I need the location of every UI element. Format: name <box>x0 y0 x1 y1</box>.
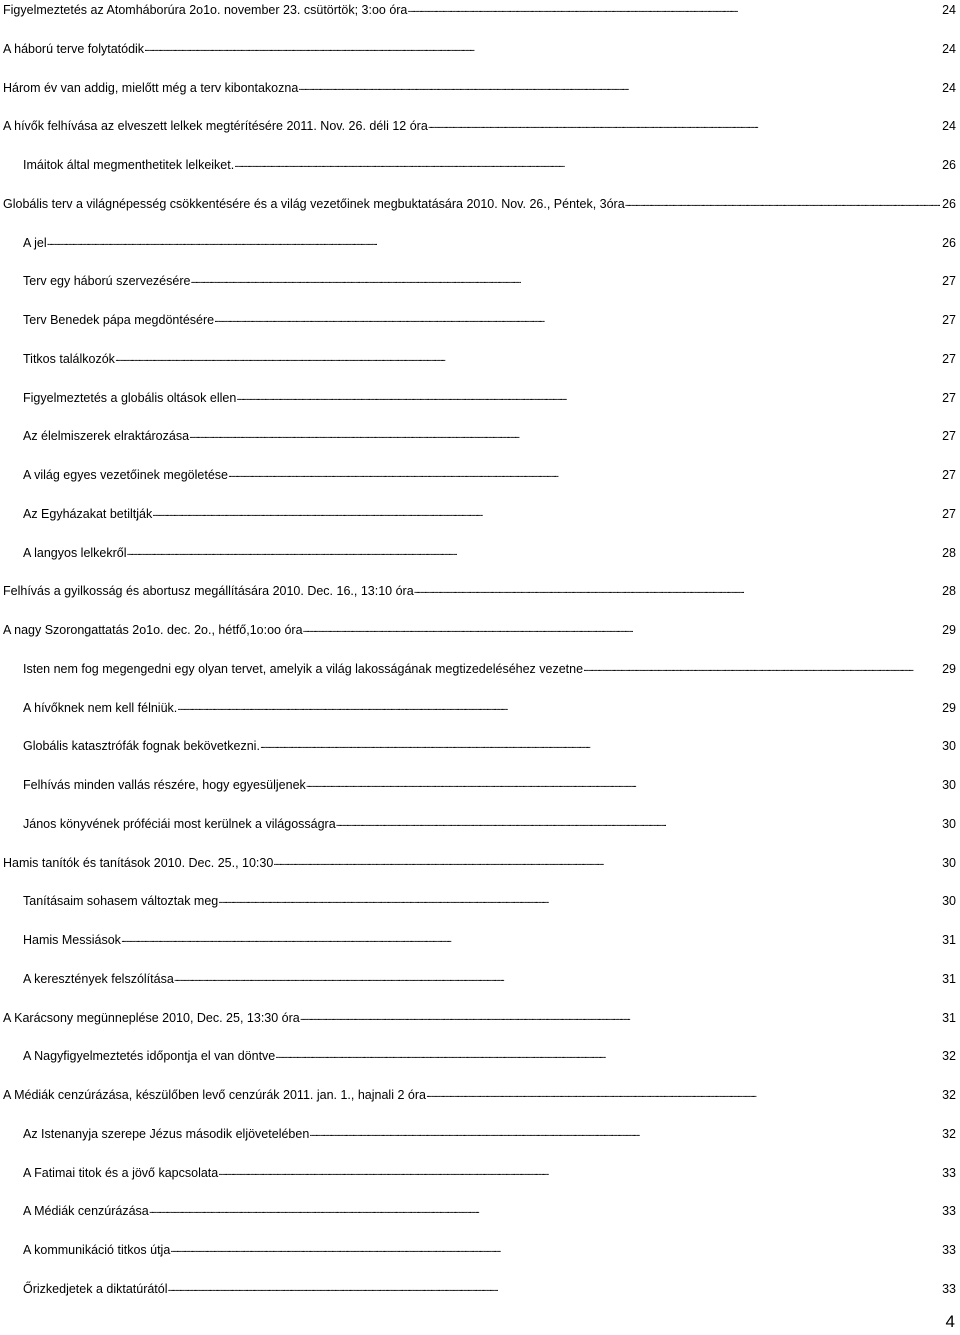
toc-entry[interactable] <box>0 1085 956 1103</box>
toc-entry[interactable] <box>0 543 956 561</box>
toc-entry-title: Az Egyházakat betiltják <box>23 506 153 521</box>
toc-dot-leader <box>298 80 940 96</box>
toc-entry-title: A Fatimai titok és a jövő kapcsolata <box>23 1165 219 1180</box>
toc-dot-leader <box>414 583 940 599</box>
toc-entry-title: Terv egy háború szervezésére <box>23 274 191 289</box>
toc-dot-leader <box>273 855 940 871</box>
toc-dot-leader <box>177 700 940 716</box>
toc-dot-leader <box>426 1087 940 1103</box>
toc-entry-title: Isten nem fog megengedni egy olyan tervet, amelyik a világ lakosságának megtizedeléséhez vezetne <box>23 661 584 676</box>
toc-entry[interactable] <box>0 1279 956 1297</box>
toc-dot-leader <box>190 273 940 289</box>
toc-entry-page: 24 <box>942 41 956 56</box>
toc-entry[interactable] <box>0 736 956 754</box>
toc-entry[interactable] <box>0 969 956 987</box>
toc-dot-leader <box>47 235 940 251</box>
toc-dot-leader <box>168 1281 941 1297</box>
toc-entry[interactable] <box>0 78 956 96</box>
toc-entry-page: 27 <box>942 468 956 482</box>
toc-entry-page: 26 <box>942 196 956 211</box>
toc-entry-page: 31 <box>942 971 956 986</box>
toc-entry-title: Globális terv a világnépesség csökkentésére és a világ vezetőinek megbuktatására 2010. Nov. 26., Péntek, 3óra <box>3 196 625 211</box>
toc-dot-leader <box>625 196 940 212</box>
toc-entry[interactable] <box>0 116 956 134</box>
toc-dot-leader <box>260 738 940 754</box>
toc-entry-page: 27 <box>942 351 956 366</box>
toc-dot-leader <box>309 1126 940 1142</box>
toc-dot-leader <box>583 661 940 677</box>
toc-entry-page: 24 <box>942 3 956 17</box>
toc-entry[interactable] <box>0 1163 956 1181</box>
toc-entry[interactable] <box>0 194 956 212</box>
toc-entry-title: A Médiák cenzúrázása <box>23 1204 149 1219</box>
toc-entry-title: Az élelmiszerek elraktározása <box>23 429 190 444</box>
toc-entry-page: 32 <box>942 1126 956 1141</box>
toc-dot-leader <box>152 506 940 522</box>
toc-dot-leader <box>300 1010 940 1026</box>
toc-entry-title: A Médiák cenzúrázása, készülőben levő cenzúrák 2011. jan. 1., hajnali 2 óra <box>3 1088 426 1102</box>
toc-dot-leader <box>336 816 940 832</box>
toc-entry[interactable] <box>0 465 956 483</box>
toc-dot-leader <box>170 1242 940 1258</box>
toc-entry-page: 32 <box>942 1088 956 1102</box>
toc-entry-page: 27 <box>942 390 956 405</box>
toc-entry-page: 33 <box>942 1204 956 1219</box>
toc-entry-title: Imáitok által megmenthetitek lelkeiket. <box>23 158 235 172</box>
toc-entry[interactable] <box>0 930 956 948</box>
toc-dot-leader <box>428 118 940 134</box>
toc-entry[interactable] <box>0 310 956 328</box>
toc-entry-title: János könyvének próféciái most kerülnek a világosságra <box>23 816 336 831</box>
toc-entry-title: A langyos lelkekről <box>23 545 127 560</box>
toc-entry[interactable] <box>0 426 956 444</box>
toc-entry[interactable] <box>0 1046 956 1064</box>
toc-dot-leader <box>275 1048 940 1064</box>
toc-dot-leader <box>144 41 940 57</box>
toc-entry-page: 24 <box>942 119 956 134</box>
toc-entry[interactable] <box>0 659 956 677</box>
toc-entry[interactable] <box>0 39 956 57</box>
toc-entry-page: 33 <box>942 1165 956 1180</box>
toc-entry-page: 26 <box>942 158 956 172</box>
toc-entry-page: 30 <box>942 894 956 909</box>
toc-entry-title: Terv Benedek pápa megdöntésére <box>23 313 215 327</box>
toc-entry-page: 29 <box>942 623 956 637</box>
toc-entry-page: 27 <box>942 313 956 327</box>
toc-entry-title: Hamis Messiások <box>23 933 121 947</box>
toc-entry-title: A jel <box>23 235 47 250</box>
toc-dot-leader <box>228 467 940 483</box>
toc-entry-title: Titkos találkozók <box>23 351 115 366</box>
toc-entry-page: 28 <box>942 584 956 599</box>
toc-dot-leader <box>121 932 940 948</box>
toc-entry-title: Tanításaim sohasem változtak meg <box>23 894 219 909</box>
toc-entry-title: A háború terve folytatódik <box>3 41 145 56</box>
toc-entry[interactable] <box>0 853 956 871</box>
toc-dot-leader <box>214 312 940 328</box>
toc-entry-page: 26 <box>942 235 956 250</box>
toc-entry-page: 30 <box>942 739 956 754</box>
toc-entry[interactable] <box>0 0 956 18</box>
toc-entry-page: 28 <box>942 545 956 560</box>
toc-entry-page: 27 <box>942 274 956 289</box>
toc-entry-title: Globális katasztrófák fognak bekövetkezni. <box>23 739 260 754</box>
toc-entry[interactable] <box>0 620 956 638</box>
toc-entry-title: A Nagyfigyelmeztetés időpontja el van döntve <box>23 1049 276 1064</box>
page-number: 4 <box>945 1312 955 1331</box>
toc-entry[interactable] <box>0 814 956 832</box>
toc-entry[interactable] <box>0 155 956 173</box>
toc-entry-title: A hívők felhívása az elveszett lelkek megtérítésére 2011. Nov. 26. déli 12 óra <box>3 119 428 134</box>
toc-dot-leader <box>407 2 940 18</box>
toc-entry-title: Felhívás a gyilkosság és abortusz megállítására 2010. Dec. 16., 13:10 óra <box>3 584 414 599</box>
toc-entry[interactable] <box>0 581 956 599</box>
toc-entry[interactable] <box>0 271 956 289</box>
toc-entry[interactable] <box>0 388 956 406</box>
toc-dot-leader <box>218 1165 940 1181</box>
toc-entry-title: Három év van addig, mielőtt még a terv kibontakozna <box>3 80 299 95</box>
toc-entry-title: A kommunikáció titkos útja <box>23 1243 171 1257</box>
toc-entry-title: Figyelmeztetés a globális oltások ellen <box>23 390 237 405</box>
toc-entry-title: A világ egyes vezetőinek megöletése <box>23 468 228 482</box>
toc-entry-title: Hamis tanítók és tanítások 2010. Dec. 25., 10:30 <box>3 855 274 870</box>
toc-entry[interactable] <box>0 233 956 251</box>
toc-entry-title: Őrizkedjetek a diktatúrától <box>23 1281 168 1296</box>
toc-entry-page: 32 <box>942 1049 956 1064</box>
toc-entry-title: A keresztények felszólítása <box>23 971 174 986</box>
toc-entry-page: 33 <box>942 1243 956 1257</box>
toc-entry[interactable] <box>0 891 956 909</box>
toc-dot-leader <box>127 545 941 561</box>
toc-dot-leader <box>236 390 940 406</box>
toc-entry-page: 30 <box>942 855 956 870</box>
toc-entry-page: 29 <box>942 661 956 676</box>
toc-entry[interactable] <box>0 775 956 793</box>
toc-entry-page: 27 <box>942 429 956 444</box>
toc-entry-title: Az Istenanyja szerepe Jézus második eljövetelében <box>23 1126 310 1141</box>
toc-entry[interactable] <box>0 1124 956 1142</box>
toc-entry[interactable] <box>0 1201 956 1219</box>
toc-entry[interactable] <box>0 349 956 367</box>
toc-entry-page: 27 <box>942 506 956 521</box>
toc-entry-page: 33 <box>942 1281 956 1296</box>
toc-entry[interactable] <box>0 504 956 522</box>
toc-entry-page: 30 <box>942 816 956 831</box>
toc-entry-title: A hívőknek nem kell félniük. <box>23 700 178 715</box>
toc-entry[interactable] <box>0 1008 956 1026</box>
toc-dot-leader <box>149 1203 940 1219</box>
toc-entry-page: 31 <box>942 1010 956 1025</box>
toc-entry-page: 24 <box>942 80 956 95</box>
toc-dot-leader <box>115 351 940 367</box>
toc-entry-page: 30 <box>942 778 956 792</box>
toc-entry[interactable] <box>0 1240 956 1258</box>
toc-entry-title: A nagy Szorongattatás 2o1o. dec. 2o., hétfő,1o:oo óra <box>3 623 303 637</box>
toc-dot-leader <box>234 157 940 173</box>
toc-dot-leader <box>189 428 940 444</box>
toc-entry-title: Figyelmeztetés az Atomháborúra 2o1o. november 23. csütörtök; 3:oo óra <box>3 3 408 17</box>
toc-dot-leader <box>218 893 940 909</box>
toc-entry[interactable] <box>0 698 956 716</box>
toc-entry-title: A Karácsony megünneplése 2010, Dec. 25, 13:30 óra <box>3 1010 300 1025</box>
toc-entry-title: Felhívás minden vallás részére, hogy egyesüljenek <box>23 778 306 792</box>
toc-dot-leader <box>174 971 940 987</box>
toc-dot-leader <box>303 622 941 638</box>
toc-entry-page: 29 <box>942 700 956 715</box>
toc-dot-leader <box>306 777 940 793</box>
toc-entry-page: 31 <box>942 933 956 947</box>
